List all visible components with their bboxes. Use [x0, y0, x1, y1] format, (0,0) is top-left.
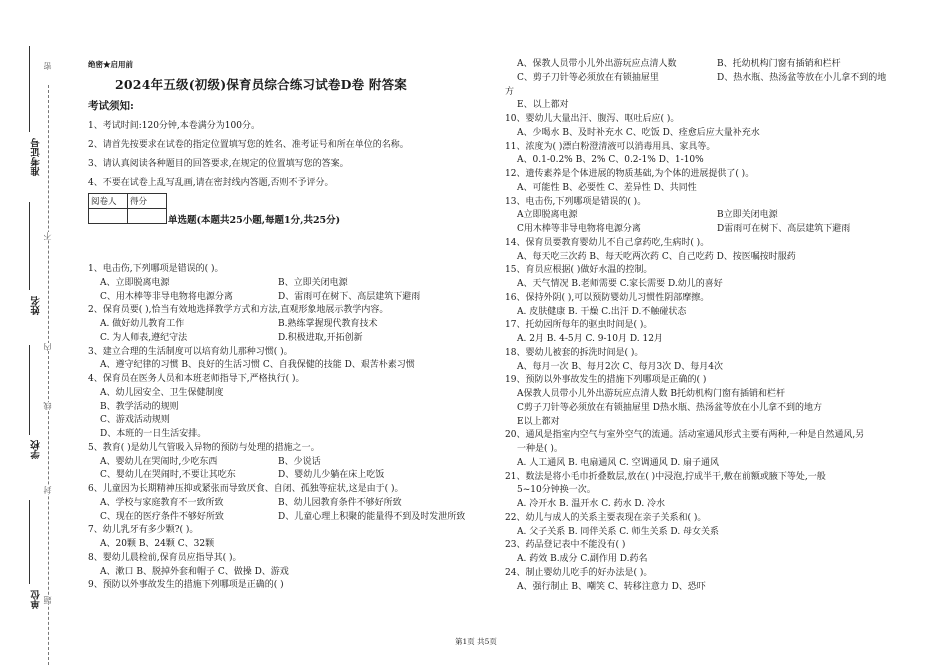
- score-table-grader: 阅卷人: [89, 194, 128, 209]
- margin-label-exam-number: 准考证号: [31, 138, 42, 176]
- answer-option: E以上都对: [517, 416, 560, 427]
- name-line: [29, 202, 30, 290]
- answer-option: A、强行制止 B、嘲笑 C、转移注意力 D、恐吓: [517, 581, 706, 592]
- answer-option: D、热水瓶、热汤盆等放在小儿拿不到的地: [717, 72, 887, 83]
- answer-option: A、20颗 B、24颗 C、32颗: [100, 539, 215, 549]
- score-table-score: 得分: [128, 194, 167, 209]
- binding-margin: [0, 40, 60, 640]
- section-title: 单选题(本题共25小题,每题1分,共25分): [168, 215, 341, 226]
- answer-option: A. 药效 B.成分 C.副作用 D.药名: [517, 554, 648, 564]
- answer-option: A、保教人员带小儿外出游玩应点清人数: [517, 59, 677, 69]
- answer-option: C、游戏活动规则: [100, 415, 170, 426]
- answer-option: C、婴幼儿在哭闹时,不要让其吃东: [100, 470, 236, 481]
- seal-char: 题: [43, 596, 52, 604]
- answer-option: C用木棒等非导电物将电源分离: [517, 224, 641, 234]
- question-stem: 8、婴幼儿晨检前,保育员应指导其( )。: [88, 552, 242, 563]
- question-stem: 15、育员应根据( )做好水温的控制。: [505, 265, 653, 276]
- margin-label-unit: 单位: [31, 590, 42, 609]
- answer-option: C、现在的医疗条件不够好所致: [100, 511, 224, 522]
- answer-option: 5~10分钟换一次。: [517, 485, 596, 496]
- school-line: [29, 345, 30, 435]
- answer-option: A. 2月 B. 4-5月 C. 9-10月 D. 12月: [517, 334, 663, 344]
- answer-option: D雷雨可在树下、高层建筑下避雨: [717, 224, 851, 234]
- answer-option: A. 做好幼儿教育工作: [100, 319, 185, 329]
- unit-line: [29, 500, 30, 584]
- margin-label-name: 姓名: [31, 296, 42, 315]
- answer-option: B、幼儿园教育条件不够好所致: [278, 497, 402, 508]
- question-stem: 7、幼儿乳牙有多少颗?( )。: [88, 525, 199, 536]
- question-stem: 17、托幼园所每年的驱虫时间是( )。: [505, 320, 653, 331]
- notice-item: 4、不要在试卷上乱写乱画,请在密封线内答题,否则不予评分。: [88, 178, 334, 188]
- question-stem: 23、药品登记表中不能没有( ): [505, 540, 626, 551]
- answer-option: D、儿童心理上积聚的能量得不到及时发泄所致: [278, 511, 466, 522]
- answer-option: C. 为人师表,遵纪守法: [100, 332, 188, 343]
- question-stem: 12、遗传素养是个体进展的物质基础,为个体的进展提供了( )。: [505, 169, 755, 179]
- question-stem: 11、浓度为( )漂白粉澄清液可以消毒用具、家具等。: [505, 141, 716, 152]
- question-stem: 16、保持外阴( ),可以预防婴幼儿习惯性阴部摩擦。: [505, 292, 710, 303]
- answer-option: D.积极进取,开拓创新: [278, 332, 363, 343]
- question-stem: 9、预防以外事故发生的措施下列哪项是正确的( ): [88, 580, 284, 591]
- question-stem: 6、儿童因为长期精神压抑或紧张而导致厌食、自闭、孤独等症状,这是由于( )。: [88, 484, 404, 494]
- question-stem: 1、电击伤,下列哪项是错误的( )。: [88, 264, 224, 274]
- answer-option: A、每天吃三次药 B、每天吃两次药 C、自己吃药 D、按医嘱按时服药: [517, 251, 796, 262]
- score-table: [88, 193, 167, 224]
- grader-cell[interactable]: [89, 209, 128, 224]
- answer-option: A、天气情况 B.老师需要 C.家长需要 D.幼儿的喜好: [517, 279, 723, 289]
- answer-option: 方: [505, 86, 515, 97]
- answer-option: A. 父子关系 B. 同伴关系 C. 师生关系 D. 母女关系: [517, 526, 720, 537]
- question-stem: 20、通风是指室内空气与室外空气的流通。活动室通风形式主要有两种,一种是自然通风,另: [505, 430, 865, 441]
- answer-option: A、可能性 B、必要性 C、差异性 D、共同性: [517, 182, 697, 193]
- confidential-mark: 绝密★启用前: [88, 60, 133, 69]
- question-stem: 4、保育员在医务人员和本班老师指导下,严格执行( )。: [88, 374, 305, 384]
- answer-option: B、少说话: [278, 456, 321, 467]
- answer-option: A. 皮肤健康 B. 干燥 C.出汗 D.不触碰状态: [517, 306, 687, 317]
- notice-item: 1、考试时间:120分钟,本卷满分为100分。: [88, 121, 260, 131]
- notice-item: 3、请认真阅读各种题目的回答要求,在规定的位置填写您的答案。: [88, 159, 349, 169]
- answer-option: B、立即关闭电源: [278, 277, 348, 288]
- answer-option: 一种是( )。: [517, 444, 563, 454]
- answer-option: A、漱口 B、脱掉外套和帽子 C、做操 D、游戏: [100, 566, 289, 577]
- answer-option: D、雷雨可在树下、高层建筑下避雨: [278, 291, 421, 302]
- question-stem: 2、保育员要( ),恰当有效地选择教学方式和方法,直观形象地展示教学内容。: [88, 305, 389, 316]
- answer-option: A、遵守纪律的习惯 B、良好的生活习惯 C、自我保健的技能 D、艰苦朴素习惯: [100, 360, 415, 371]
- answer-option: A保教人员带小儿外出游玩应点清人数 B托幼机构门窗有插销和栏杆: [517, 389, 785, 399]
- seal-dashed-line: [48, 85, 49, 665]
- answer-option: C剪子刀针等必须放在有锁抽屉里 D热水瓶、热汤盆等放在小儿拿不到的地方: [517, 402, 822, 413]
- question-stem: 14、保育员要教育婴幼儿不自己拿药吃,生病时( )。: [505, 237, 710, 248]
- answer-option: B、教学活动的规则: [100, 401, 179, 412]
- question-stem: 18、婴幼儿被套的拆洗时间是( )。: [505, 347, 644, 358]
- answer-option: A、立即脱离电源: [100, 277, 170, 288]
- answer-option: A、每月一次 B、每月2次 C、每月3次 D、每月4次: [517, 361, 723, 372]
- seal-char: 内: [43, 343, 52, 351]
- answer-option: A. 冷开水 B. 温开水 C. 药水 D. 冷水: [517, 499, 666, 509]
- question-stem: 13、电击伤,下列哪项是错误的( )。: [505, 196, 647, 207]
- answer-option: A立即脱离电源: [517, 210, 578, 221]
- margin-label-school: 学校: [31, 440, 42, 459]
- seal-char: 线: [43, 402, 52, 410]
- answer-option: C、剪子刀针等必须放在有锁抽屉里: [517, 72, 659, 83]
- page-title: 2024年五级(初级)保育员综合练习试卷D卷 附答案: [115, 77, 408, 92]
- question-stem: 22、幼儿与成人的关系主要表现在亲子关系和( )。: [505, 512, 707, 523]
- notice-item: 2、请首先按要求在试卷的指定位置填写您的姓名、准考证号和所在单位的名称。: [88, 140, 409, 150]
- answer-option: B、托幼机构门窗有插销和栏杆: [717, 59, 841, 69]
- seal-char: 不: [43, 232, 52, 240]
- question-stem: 5、教育( )是幼儿气管吸入异物的预防与处理的措施之一。: [88, 442, 320, 453]
- answer-option: C、用木棒等非导电物将电源分离: [100, 291, 233, 302]
- page-footer: 第1页 共5页: [455, 637, 497, 646]
- answer-option: A、0.1-0.2% B、2% C、0.2-1% D、1-10%: [517, 155, 704, 166]
- seal-char: 密: [43, 62, 52, 70]
- seal-char: 封: [43, 486, 52, 494]
- answer-option: D、本班的一日生活安排。: [100, 429, 207, 439]
- answer-option: E、以上都对: [517, 100, 569, 111]
- answer-option: B.熟练掌握现代教育技术: [278, 319, 378, 329]
- answer-option: A、学校与家庭教育不一致所致: [100, 497, 224, 508]
- question-stem: 24、制止婴幼儿吃手的好办法是( )。: [505, 567, 653, 578]
- score-cell[interactable]: [128, 209, 167, 224]
- notice-heading: 考试须知:: [88, 100, 134, 112]
- exam-number-line: [29, 46, 30, 132]
- question-stem: 19、预防以外事故发生的措施下列哪项是正确的( ): [505, 375, 707, 386]
- answer-option: A、幼儿园安全、卫生保健制度: [100, 387, 224, 398]
- question-stem: 21、数法是将小毛巾折叠数层,放在( )中浸泡,拧成半干,敷在前额或腋下等处,一般: [505, 471, 826, 482]
- answer-option: A、少喝水 B、及时补充水 C、吃饭 D、痊愈后应大量补充水: [517, 127, 760, 138]
- question-stem: 10、婴幼儿大量出汗、腹泻、呕吐后应( )。: [505, 114, 680, 124]
- answer-option: A. 人工通风 B. 电扇通风 C. 空调通风 D. 扇子通风: [517, 457, 720, 468]
- answer-option: B立即关闭电源: [717, 210, 778, 221]
- question-stem: 3、建立合理的生活制度可以培育幼儿那种习惯( )。: [88, 346, 293, 357]
- answer-option: D、婴幼儿少躺在床上吃饭: [278, 470, 385, 481]
- answer-option: A、婴幼儿在哭闹时,少吃东西: [100, 456, 218, 467]
